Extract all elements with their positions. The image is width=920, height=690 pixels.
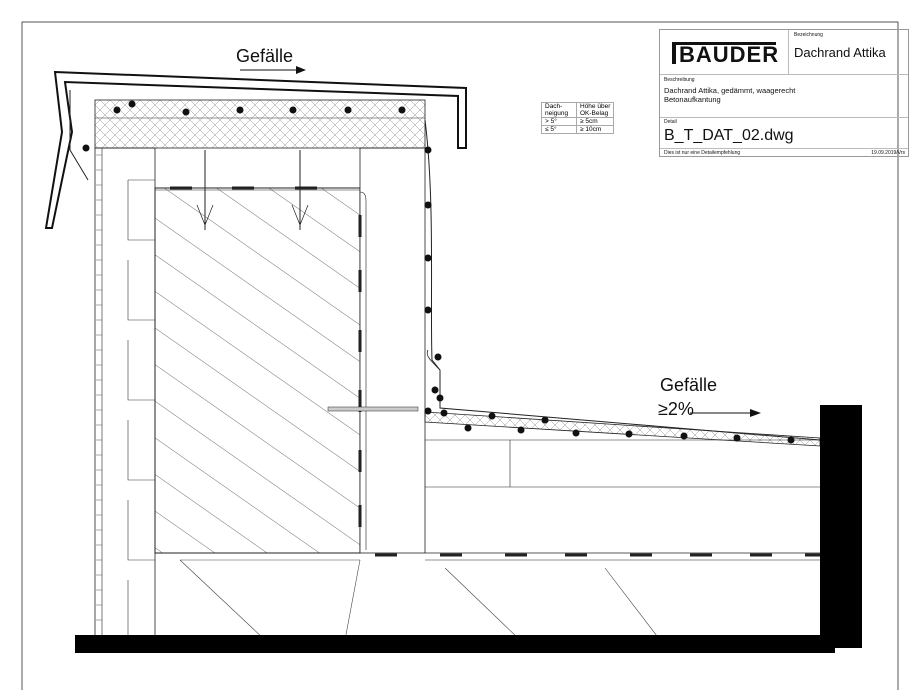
base-slab (75, 635, 835, 653)
note: Dies ist nur eine Detailempfehlung (664, 150, 741, 156)
description-line: Betonaufkantung (664, 95, 721, 104)
table-row (542, 103, 614, 118)
upstand-membrane (425, 120, 820, 440)
bauder-logo: BAUDER (660, 30, 789, 74)
designation: Dachrand Attika (794, 45, 886, 60)
table-row (542, 126, 614, 134)
roof-slope-value: ≥2% (658, 399, 694, 419)
designation-label: Bezeichnung (794, 32, 823, 38)
top-slope-label: Gefälle (236, 46, 294, 66)
date: 19.09.2019/Vrs (871, 150, 905, 156)
table-row (542, 118, 614, 126)
slope-table (541, 102, 614, 134)
table-header: Dach- neigung (542, 103, 577, 118)
detail-label: Detail (664, 119, 677, 125)
description-label: Beschreibung (664, 77, 695, 83)
table-header: Höhe über OK-Belag (577, 103, 614, 118)
table-cell: ≥ 5cm (577, 118, 614, 126)
detail-filename: B_T_DAT_02.dwg (664, 127, 794, 144)
table-cell: ≥ 10cm (577, 126, 614, 134)
top-insulation (95, 100, 425, 148)
adjacent-wall (820, 405, 862, 648)
roof-slope-label: Gefälle (660, 375, 718, 395)
table-cell: ≤ 5° (542, 126, 577, 134)
masonry-wall (95, 148, 155, 638)
concrete-upstand (155, 148, 820, 555)
title-block (659, 29, 909, 157)
description-line: Dachrand Attika, gedämmt, waagerecht (664, 86, 796, 95)
table-cell: > 5° (542, 118, 577, 126)
description (664, 86, 795, 104)
